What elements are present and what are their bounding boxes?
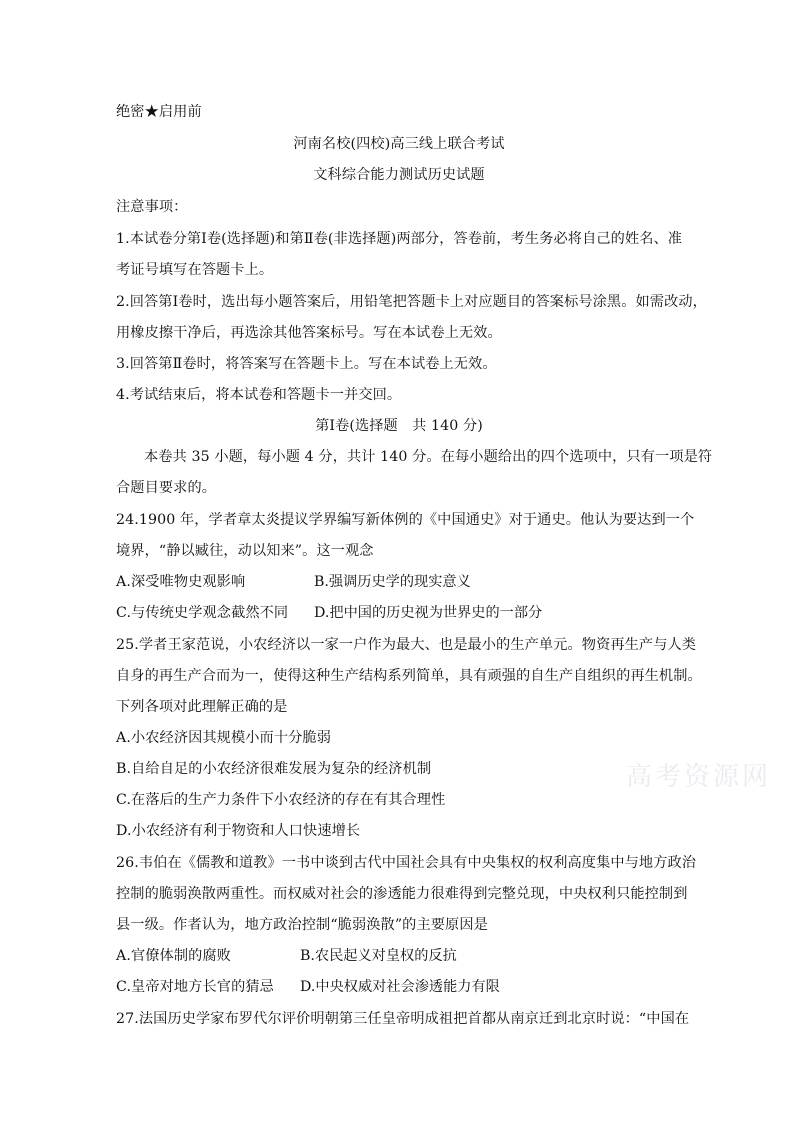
- q26-option-d: D.中央权威对社会渗透能力有限: [300, 979, 500, 995]
- confidential-label: 绝密★启用前: [116, 104, 202, 120]
- section-title: 第Ⅰ卷(选择题 共 140 分): [315, 418, 483, 434]
- question-26-stem: 26.韦伯在《儒教和道教》一书中谈到古代中国社会具有中央集权的权利高度集中与地方政治: [116, 855, 697, 871]
- notice-line: 考证号填写在答题卡上。: [116, 262, 274, 278]
- watermark: 高考资源网: [626, 762, 772, 792]
- question-26-stem: 控制的脆弱涣散两重性。而权威对社会的渗透能力很难得到完整兑现，中央权利只能控制到: [116, 886, 688, 902]
- question-24-stem: 24.1900 年，学者章太炎提议学界编写新体例的《中国通史》对于通史。他认为要达到一个: [116, 512, 695, 528]
- question-25-stem: 25.学者王家范说，小农经济以一家一户作为最大、也是最小的生产单元。物资再生产与人类: [116, 637, 697, 653]
- section-instructions: 合题目要求的。: [116, 480, 217, 496]
- q25-option-c: C.在落后的生产力条件下小农经济的存在有其合理性: [116, 792, 446, 808]
- question-27-stem: 27.法国历史学家布罗代尔评价明朝第三任皇帝明成祖把首都从南京迁到北京时说：“中国在: [116, 1011, 690, 1027]
- notice-line: 3.回答第Ⅱ卷时，将答案写在答题卡上。写在本试卷上无效。: [116, 356, 497, 372]
- notice-line: 4.考试结束后，将本试卷和答题卡一并交回。: [116, 387, 402, 403]
- q26-option-b: B.农民起义对皇权的反抗: [300, 948, 457, 964]
- question-25-stem: 下列各项对此理解正确的是: [116, 699, 288, 715]
- q24-option-a: A.深受唯物史观影响: [116, 574, 246, 590]
- question-25-stem: 自身的再生产合而为一，使得这种生产结构系列简单，具有顽强的自生产自组织的再生机制。: [116, 668, 702, 684]
- notice-line: 用橡皮擦干净后，再选涂其他答案标号。写在本试卷上无效。: [116, 325, 502, 341]
- q25-option-d: D.小农经济有利于物资和人口快速增长: [116, 823, 361, 839]
- notice-line: 1.本试卷分第Ⅰ卷(选择题)和第Ⅱ卷(非选择题)两部分，答卷前，考生务必将自己的姓名、准: [116, 231, 683, 247]
- section-instructions: 本卷共 35 小题，每小题 4 分，共计 140 分。在每小题给出的四个选项中，只有一项是符: [144, 449, 713, 465]
- q26-option-a: A.官僚体制的腐败: [116, 948, 231, 964]
- q24-option-d: D.把中国的历史视为世界史的一部分: [314, 605, 543, 621]
- exam-subtitle: 文科综合能力测试历史试题: [313, 167, 485, 183]
- q25-option-a: A.小农经济因其规模小而十分脆弱: [116, 730, 331, 746]
- question-24-stem: 境界，“静以臧往，动以知来”。这一观念: [116, 543, 374, 559]
- question-26-stem: 县一级。作者认为，地方政治控制“脆弱涣散”的主要原因是: [116, 917, 488, 933]
- q25-option-b: B.自给自足的小农经济很难发展为复杂的经济机制: [116, 761, 432, 777]
- q24-option-b: B.强调历史学的现实意义: [314, 574, 471, 590]
- exam-title: 河南名校(四校)高三线上联合考试: [293, 136, 505, 152]
- notice-heading: 注意事项：: [116, 199, 188, 215]
- q26-option-c: C.皇帝对地方长官的猜忌: [116, 979, 274, 995]
- q24-option-c: C.与传统史学观念截然不同: [116, 605, 289, 621]
- notice-line: 2.回答第Ⅰ卷时，选出每小题答案后，用铅笔把答题卡上对应题目的答案标号涂黑。如需改动，: [116, 294, 707, 310]
